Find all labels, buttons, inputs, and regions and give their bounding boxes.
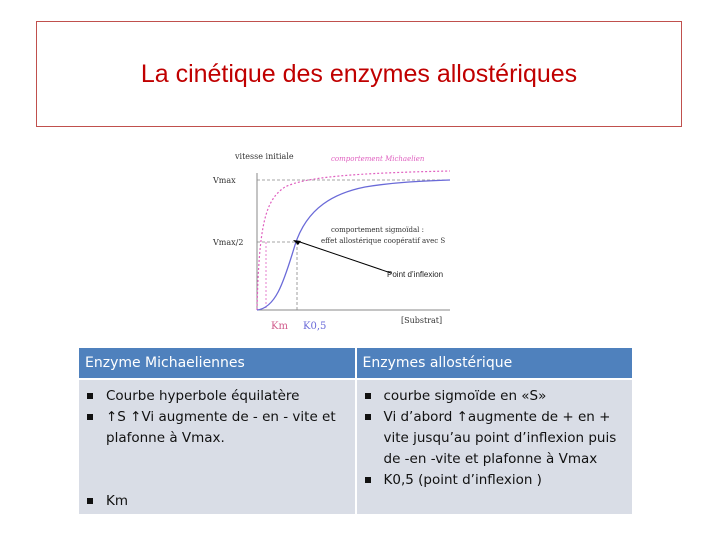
vmax-half-label: Vmax/2 (213, 238, 244, 247)
michaelis-label: comportement Michaelien (331, 155, 425, 163)
sigmoid-label-1: comportement sigmoïdal : (331, 226, 424, 234)
table-row (79, 379, 632, 514)
allosteric-cell (356, 379, 633, 514)
list-item: ↑S ↑Vi augmente de - en - vite et plafonne à Vmax. (85, 407, 349, 449)
page-title: La cinétique des enzymes allostériques (140, 60, 578, 88)
list-item: courbe sigmoïde en «S» (363, 386, 627, 407)
title-box (36, 21, 682, 127)
list-item: Vi d’abord ↑augmente de + en + vite jusqu’au point d’inflexion puis de -en -vite et plafonne à Vmax (363, 407, 627, 470)
michaelis-cell (79, 379, 356, 514)
k05-label: K0,5 (303, 321, 327, 332)
allosteric-list (363, 386, 627, 491)
kinetics-figure (205, 145, 475, 340)
kinetics-diagram (205, 145, 475, 340)
header-michaelis: Enzyme Michaeliennes (79, 348, 356, 379)
inflexion-arrow (297, 241, 391, 273)
x-axis-label: [Substrat] (401, 316, 443, 325)
list-item: K0,5 (point d’inflexion ) (363, 470, 627, 491)
vmax-label: Vmax (213, 176, 236, 185)
sigmoid-curve (257, 180, 450, 310)
y-axis-label: vitesse initiale (235, 152, 294, 161)
header-allosteric: Enzymes allostérique (356, 348, 633, 379)
comparison-table (79, 348, 632, 514)
list-item: Km (85, 491, 349, 512)
list-item: Courbe hyperbole équilatère (85, 386, 349, 407)
sigmoid-label-2: effet allostérique coopératif avec S (321, 237, 446, 245)
km-label: Km (271, 321, 288, 332)
table-header-row (79, 348, 632, 379)
michaelis-list (85, 386, 349, 512)
inflexion-label: Point d’inflexion (387, 270, 444, 279)
